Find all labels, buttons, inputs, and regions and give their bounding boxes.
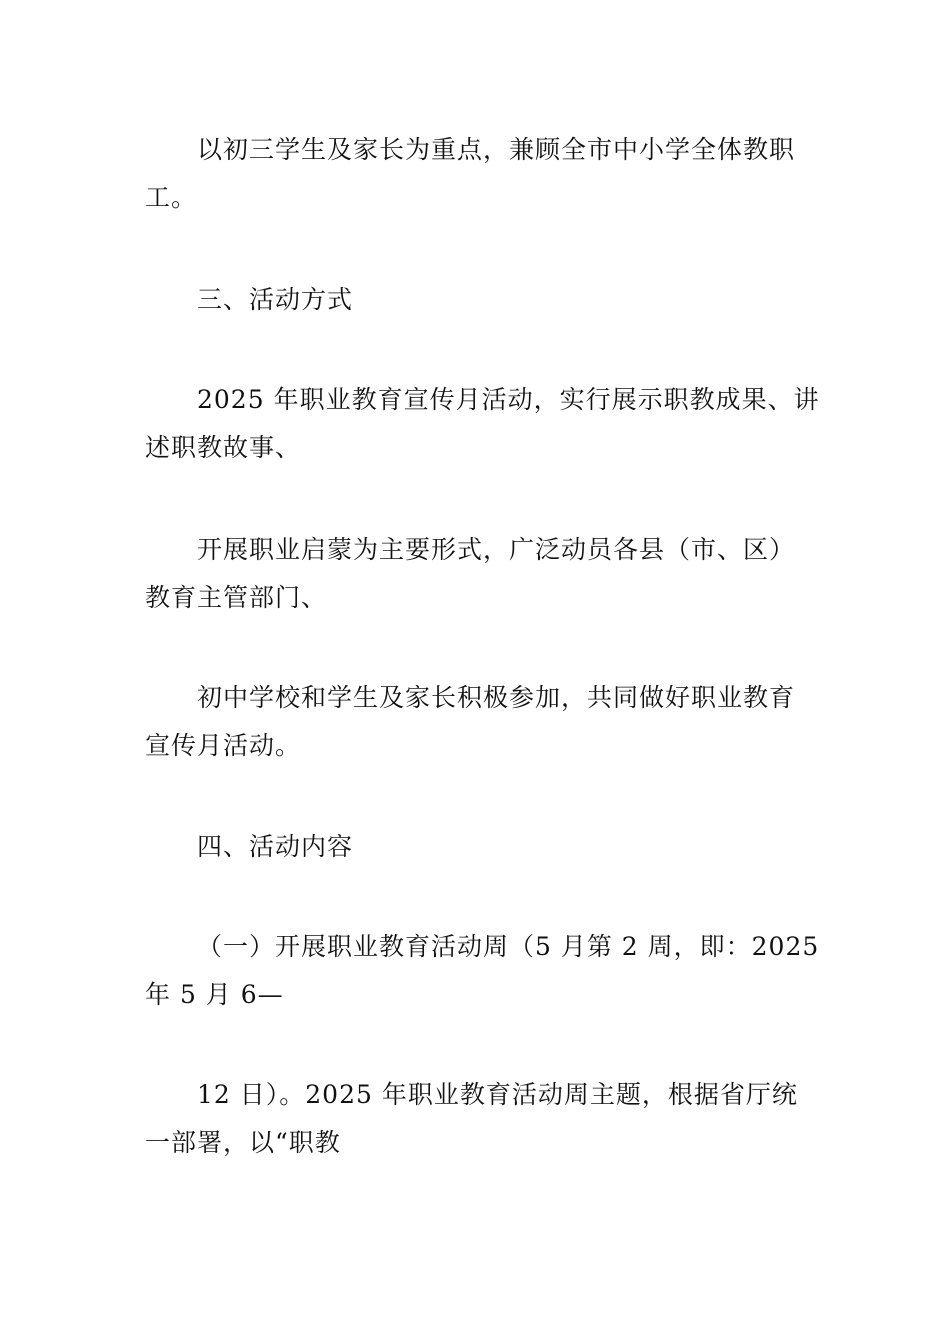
text-line: （一）开展职业教育活动周（5 月第 2 周，即：2025 [197, 932, 820, 961]
heading-text: 四、活动内容 [197, 832, 354, 861]
text-line: 述职教故事、 [145, 433, 302, 462]
text-line: 初中学校和学生及家长积极参加，共同做好职业教育 [197, 683, 796, 712]
text-line: 一部署，以“职教 [145, 1128, 341, 1157]
section-heading-activity-method [145, 276, 810, 324]
paragraph-mobilization [145, 526, 810, 622]
section-heading-activity-content [145, 823, 810, 871]
paragraph-activity-week-theme [145, 1071, 810, 1167]
text-line: 12 日）。2025 年职业教育活动周主题，根据省厅统 [197, 1080, 798, 1109]
heading-text: 三、活动方式 [197, 285, 354, 314]
paragraph-target-audience [145, 126, 810, 222]
text-line: 2025 年职业教育宣传月活动，实行展示职教成果、讲 [197, 385, 820, 414]
paragraph-activity-week [145, 923, 820, 1019]
text-line: 教育主管部门、 [145, 583, 328, 612]
text-line: 工。 [145, 183, 198, 212]
text-line: 年 5 月 6— [145, 980, 284, 1009]
paragraph-activity-form [145, 376, 820, 472]
text-line: 以初三学生及家长为重点，兼顾全市中小学全体教职 [197, 135, 796, 164]
paragraph-participation [145, 674, 810, 770]
text-line: 开展职业启蒙为主要形式，广泛动员各县（市、区） [197, 535, 796, 564]
text-line: 宣传月活动。 [145, 731, 302, 760]
